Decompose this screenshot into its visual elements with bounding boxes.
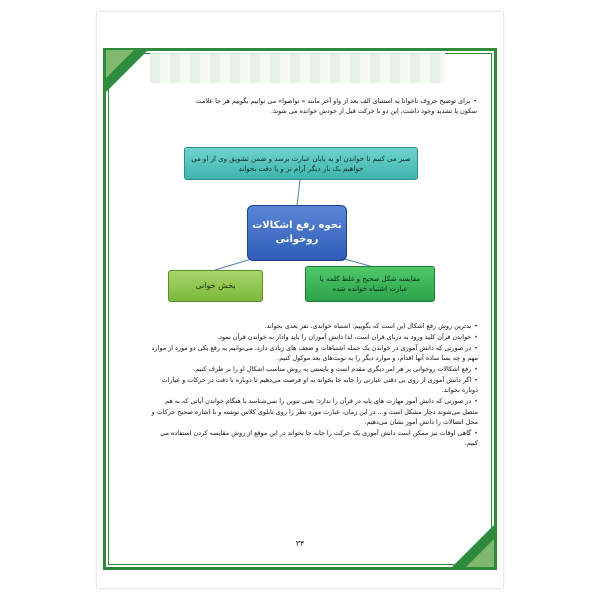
list-item: •رفع اشکالات روخوانی بر هر امر دیگری مقدم است و بایستی به روش مناسب اشکال او را بر طرف کنیم. xyxy=(193,365,478,374)
bullet-icon: • xyxy=(474,343,478,352)
bullet-icon: • xyxy=(474,429,478,438)
intro-line-1: برای توضیح حروف ناخوانا به استثنای الف بعد از واو آخر مانند « تواصوا» می توانیم بگوییم هر جا علامت xyxy=(195,97,471,105)
list-item: •در صورتی که دانش آموز مهارت های پایه در قرآن را ندارد؛ یعنی تنوین را نمی‌شناسد یا هنگام خواندن آیاتی که به هم متصل می‌شوند دچار مشکل است و... در این زمان، عبارت مورد نظر را روی تابلوی کلاس نوشته و با اشاره صحیح حرکات و محل اتصالات را دانش آموز نشان می‌دهیم. xyxy=(151,397,478,427)
intro-paragraph xyxy=(145,96,477,117)
diagram-box-right: مقایسه شکل صحیح و غلط کلمه یا عبارت اشتباه خوانده شده xyxy=(305,266,435,302)
decorative-header-ornament xyxy=(150,53,445,83)
diagram-box-left: بخش خوانی xyxy=(168,270,263,302)
corner-triangle-bottom-right-inner xyxy=(466,539,494,567)
bullet-icon: • xyxy=(474,397,478,406)
diagram-box-top: صبر می کنیم تا خواندن او به پایان عبارت برسد و ضمن تشویق وی از او می خواهیم یک بار دیگر آرام تر و با دقت بخواند xyxy=(184,147,418,180)
intro-line-2: سکون یا تشدید وجود داشت، این دو با حرکت قبل از خودش خوانده می شوند. xyxy=(270,107,477,116)
bullet-icon: • xyxy=(473,97,477,105)
bullet-icon: • xyxy=(474,322,478,330)
diagram-box-center: نحوه رفع اشکالات روخوانی xyxy=(247,205,347,261)
list-item: •در صورتی که دانش آموزی در خواندن یک جمله اشتباهات و ضعف های زیادی دارد، می‌توانیم به رفع یکی دو مورد از موارد مهم و چه بسا ساده آنها اقدام، و موارد دیگر را به نوبت‌های بعد موکول کنیم. xyxy=(151,343,478,363)
bullet-icon: • xyxy=(474,365,478,374)
page-number: ۳۴ xyxy=(295,539,305,548)
tips-list xyxy=(150,321,478,449)
page-border-inner xyxy=(108,53,492,565)
list-item: •خواندن قرآن کلید ورود به دریای قران است، لذا دانش آموزان را باید وادار به خواندن قرآن نمود. xyxy=(217,332,478,341)
list-item: •بدترین روش رفع اشکال این است که بگوییم: اشتباه خواندی، نفر بعدی بخواند. xyxy=(264,322,478,330)
list-item: •گاهی اوقات نیز ممکن است دانش آموزی یک حرکت را جابه جا بخواند در این موقع از روش مقایسه کردن استفاده می کنیم. xyxy=(160,429,478,448)
list-item: •اگر دانش آموزی از روی بی دقتی عبارتی را جابه جا بخواند به او فرصت می‌دهیم تا دوباره با دقت در حرکات و عبارات دوباره بخواند. xyxy=(161,376,478,395)
bullet-icon: • xyxy=(474,376,478,385)
bullet-icon: • xyxy=(474,332,478,341)
corner-triangle-top-left-inner xyxy=(106,50,134,78)
